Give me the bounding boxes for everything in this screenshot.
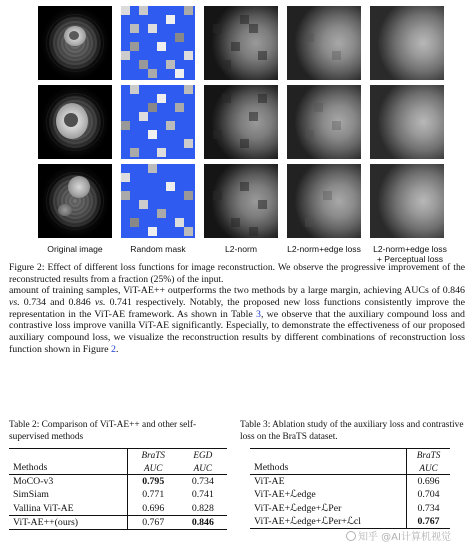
l2-edge-perceptual-tile — [370, 6, 444, 80]
random-mask-tile — [121, 164, 195, 238]
column-label-original: Original image — [47, 244, 103, 254]
l2-edge-tile — [287, 85, 361, 159]
zhihu-icon — [346, 531, 356, 541]
random-mask-tile — [121, 85, 195, 159]
column-label-l2-edge-perceptual: L2-norm+edge loss + Perceptual loss — [373, 244, 447, 264]
l2-edge-tile — [287, 164, 361, 238]
table-row: Vallina ViT-AE 0.696 0.828 — [9, 502, 227, 516]
l2-norm-tile — [204, 6, 278, 80]
table-3-link[interactable]: 3 — [256, 308, 261, 320]
column-label-random-mask: Random mask — [130, 244, 186, 254]
random-mask-tile — [121, 6, 195, 80]
l2-norm-tile — [204, 164, 278, 238]
table-row: ViT-AE+ℒedge 0.704 — [250, 488, 450, 501]
table-3: Methods BraTS AUC ViT-AE 0.696 ViT-AE+ℒedge 0.704 ViT-AE+ℒedge+ℒPer 0.734 ViT-AE+ℒedge+ℒPer+ℒcl 0.767 — [250, 448, 450, 529]
table-2-caption: Table 2: Comparison of ViT-AE++ and other self-supervised methods — [9, 420, 197, 442]
watermark: 知乎 @AI计算机视觉 — [346, 528, 451, 543]
table-row: ViT-AE++(ours) 0.767 0.846 — [9, 515, 227, 529]
body-paragraph: amount of training samples, ViT-AE++ outperforms the two methods by a large margin, achieving AUCs of 0.846 vs. 0.734 and 0.846 vs. 0.741 respectively. Notably, the proposed new loss functions consistently improve the representation in the ViT-AE framework. As shown in Table 3, we observe that the auxiliary compound loss and contrastive loss improve vanilla ViT-AE significantly. Especially, to demonstrate the effectiveness of our proposed auxiliary compound loss, we visualize the reconstruction results by different combinations of reconstruction loss function shown in Figure 2. — [9, 285, 465, 355]
l2-edge-perceptual-tile — [370, 85, 444, 159]
l2-edge-perceptual-tile — [370, 164, 444, 238]
table-3-caption: Table 3: Ablation study of the auxiliary loss and contrastive loss on the BraTS dataset. — [240, 420, 464, 442]
table-row: ViT-AE+ℒedge+ℒPer 0.734 — [250, 502, 450, 515]
table-row: ViT-AE 0.696 — [250, 474, 450, 488]
figure-caption: Figure 2: Effect of different loss functions for image reconstruction. We observe the progressive improvement of the reconstructed results from a fraction (25%) of the input. — [9, 262, 465, 286]
original-image-tile — [38, 164, 112, 238]
table-2: Methods BraTS EGD AUC AUC MoCO-v3 0.795 0.734 SimSiam 0.771 0.741 Vallina ViT-AE 0.696 0.828 ViT-AE++(ours) 0.767 0.846 — [9, 448, 227, 530]
table-row: ViT-AE+ℒedge+ℒPer+ℒcl 0.767 — [250, 515, 450, 529]
table-3-header-methods: Methods — [250, 449, 407, 475]
table-row: MoCO-v3 0.795 0.734 — [9, 474, 227, 488]
original-image-tile — [38, 85, 112, 159]
original-image-tile — [38, 6, 112, 80]
column-label-l2-edge: L2-norm+edge loss — [287, 244, 361, 254]
table-2-header-methods: Methods — [9, 449, 127, 475]
column-label-l2-norm: L2-norm — [225, 244, 257, 254]
l2-edge-tile — [287, 6, 361, 80]
l2-norm-tile — [204, 85, 278, 159]
figure-2-link[interactable]: 2 — [111, 343, 116, 355]
table-row: SimSiam 0.771 0.741 — [9, 488, 227, 501]
